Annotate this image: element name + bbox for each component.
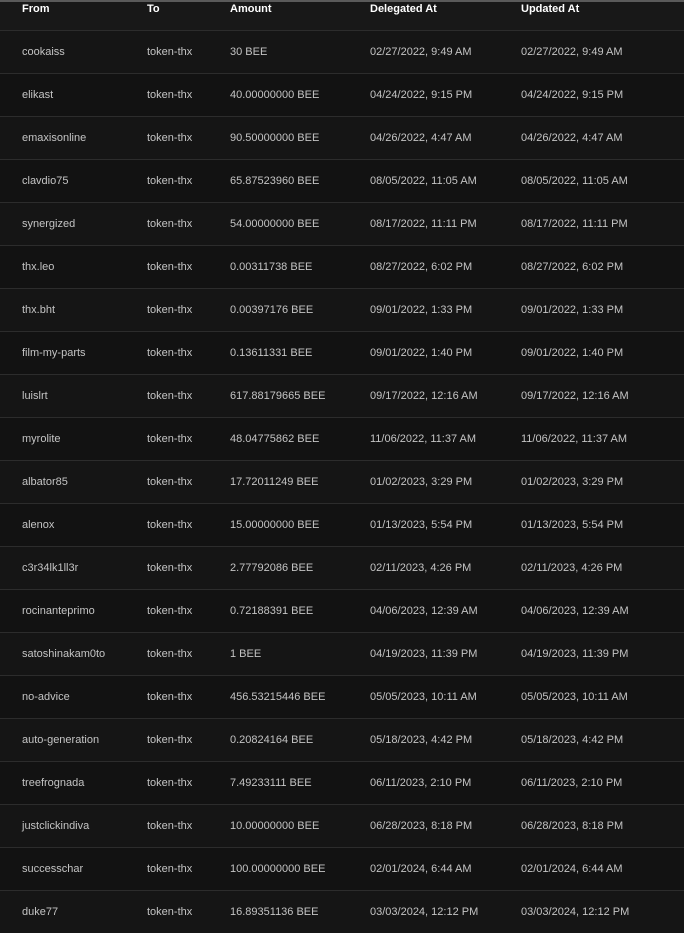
cell-delegated-at: 01/02/2023, 3:29 PM (370, 461, 521, 504)
cell-from: successchar (0, 848, 147, 891)
cell-updated-at: 04/19/2023, 11:39 PM (521, 633, 684, 676)
cell-updated-at: 06/11/2023, 2:10 PM (521, 762, 684, 805)
table-row (0, 289, 684, 332)
cell-amount: 16.89351136 BEE (230, 891, 370, 933)
cell-amount: 0.00397176 BEE (230, 289, 370, 332)
cell-delegated-at: 06/28/2023, 8:18 PM (370, 805, 521, 848)
cell-updated-at: 01/13/2023, 5:54 PM (521, 504, 684, 547)
cell-to: token-thx (147, 74, 230, 117)
header-row (0, 2, 684, 31)
cell-updated-at: 08/05/2022, 11:05 AM (521, 160, 684, 203)
cell-updated-at: 11/06/2022, 11:37 AM (521, 418, 684, 461)
table-row (0, 848, 684, 891)
cell-amount: 90.50000000 BEE (230, 117, 370, 160)
cell-amount: 40.00000000 BEE (230, 74, 370, 117)
cell-updated-at: 08/17/2022, 11:11 PM (521, 203, 684, 246)
cell-delegated-at: 02/11/2023, 4:26 PM (370, 547, 521, 590)
cell-amount: 15.00000000 BEE (230, 504, 370, 547)
delegations-table (0, 2, 684, 933)
table-row (0, 762, 684, 805)
cell-to: token-thx (147, 160, 230, 203)
cell-from: myrolite (0, 418, 147, 461)
cell-from: luislrt (0, 375, 147, 418)
cell-from: treefrognada (0, 762, 147, 805)
cell-delegated-at: 05/18/2023, 4:42 PM (370, 719, 521, 762)
cell-amount: 1 BEE (230, 633, 370, 676)
cell-amount: 2.77792086 BEE (230, 547, 370, 590)
cell-amount: 65.87523960 BEE (230, 160, 370, 203)
cell-to: token-thx (147, 805, 230, 848)
column-header-delegated-at[interactable]: Delegated At (370, 2, 521, 31)
cell-amount: 617.88179665 BEE (230, 375, 370, 418)
cell-delegated-at: 08/05/2022, 11:05 AM (370, 160, 521, 203)
cell-from: thx.bht (0, 289, 147, 332)
cell-to: token-thx (147, 633, 230, 676)
cell-delegated-at: 06/11/2023, 2:10 PM (370, 762, 521, 805)
cell-delegated-at: 02/27/2022, 9:49 AM (370, 31, 521, 74)
table-row (0, 332, 684, 375)
cell-to: token-thx (147, 332, 230, 375)
cell-to: token-thx (147, 676, 230, 719)
table-row (0, 461, 684, 504)
table-row (0, 160, 684, 203)
cell-from: synergized (0, 203, 147, 246)
cell-amount: 0.20824164 BEE (230, 719, 370, 762)
cell-updated-at: 02/27/2022, 9:49 AM (521, 31, 684, 74)
cell-to: token-thx (147, 848, 230, 891)
cell-updated-at: 02/11/2023, 4:26 PM (521, 547, 684, 590)
table-row (0, 375, 684, 418)
table-row (0, 590, 684, 633)
cell-updated-at: 09/01/2022, 1:40 PM (521, 332, 684, 375)
cell-from: thx.leo (0, 246, 147, 289)
cell-amount: 10.00000000 BEE (230, 805, 370, 848)
cell-delegated-at: 11/06/2022, 11:37 AM (370, 418, 521, 461)
cell-from: justclickindiva (0, 805, 147, 848)
cell-to: token-thx (147, 590, 230, 633)
cell-from: c3r34lk1ll3r (0, 547, 147, 590)
table-row (0, 117, 684, 160)
cell-to: token-thx (147, 762, 230, 805)
cell-from: satoshinakam0to (0, 633, 147, 676)
cell-updated-at: 03/03/2024, 12:12 PM (521, 891, 684, 933)
cell-delegated-at: 04/26/2022, 4:47 AM (370, 117, 521, 160)
table-row (0, 504, 684, 547)
cell-from: emaxisonline (0, 117, 147, 160)
cell-delegated-at: 04/06/2023, 12:39 AM (370, 590, 521, 633)
cell-updated-at: 04/06/2023, 12:39 AM (521, 590, 684, 633)
cell-updated-at: 01/02/2023, 3:29 PM (521, 461, 684, 504)
cell-to: token-thx (147, 891, 230, 933)
cell-amount: 17.72011249 BEE (230, 461, 370, 504)
cell-amount: 0.72188391 BEE (230, 590, 370, 633)
table-row (0, 74, 684, 117)
cell-to: token-thx (147, 719, 230, 762)
cell-delegated-at: 09/17/2022, 12:16 AM (370, 375, 521, 418)
table-row (0, 891, 684, 933)
cell-updated-at: 02/01/2024, 6:44 AM (521, 848, 684, 891)
cell-amount: 0.00311738 BEE (230, 246, 370, 289)
cell-delegated-at: 08/27/2022, 6:02 PM (370, 246, 521, 289)
column-header-updated-at[interactable]: Updated At (521, 2, 684, 31)
cell-delegated-at: 05/05/2023, 10:11 AM (370, 676, 521, 719)
cell-to: token-thx (147, 289, 230, 332)
cell-updated-at: 08/27/2022, 6:02 PM (521, 246, 684, 289)
cell-to: token-thx (147, 504, 230, 547)
cell-from: elikast (0, 74, 147, 117)
cell-from: clavdio75 (0, 160, 147, 203)
cell-to: token-thx (147, 203, 230, 246)
cell-from: rocinanteprimo (0, 590, 147, 633)
cell-amount: 0.13611331 BEE (230, 332, 370, 375)
table-row (0, 246, 684, 289)
cell-from: cookaiss (0, 31, 147, 74)
cell-from: no-advice (0, 676, 147, 719)
cell-updated-at: 09/17/2022, 12:16 AM (521, 375, 684, 418)
column-header-amount[interactable]: Amount (230, 2, 370, 31)
cell-delegated-at: 09/01/2022, 1:40 PM (370, 332, 521, 375)
column-header-from[interactable]: From (0, 2, 147, 31)
cell-delegated-at: 02/01/2024, 6:44 AM (370, 848, 521, 891)
cell-amount: 48.04775862 BEE (230, 418, 370, 461)
cell-amount: 54.00000000 BEE (230, 203, 370, 246)
cell-updated-at: 06/28/2023, 8:18 PM (521, 805, 684, 848)
cell-to: token-thx (147, 461, 230, 504)
cell-delegated-at: 04/19/2023, 11:39 PM (370, 633, 521, 676)
cell-updated-at: 04/24/2022, 9:15 PM (521, 74, 684, 117)
table-row (0, 719, 684, 762)
cell-to: token-thx (147, 375, 230, 418)
column-header-to[interactable]: To (147, 2, 230, 31)
cell-from: duke77 (0, 891, 147, 933)
cell-delegated-at: 04/24/2022, 9:15 PM (370, 74, 521, 117)
cell-updated-at: 05/18/2023, 4:42 PM (521, 719, 684, 762)
table-row (0, 547, 684, 590)
cell-to: token-thx (147, 31, 230, 74)
cell-updated-at: 05/05/2023, 10:11 AM (521, 676, 684, 719)
cell-from: albator85 (0, 461, 147, 504)
cell-to: token-thx (147, 117, 230, 160)
cell-from: alenox (0, 504, 147, 547)
cell-updated-at: 04/26/2022, 4:47 AM (521, 117, 684, 160)
table-row (0, 203, 684, 246)
cell-to: token-thx (147, 418, 230, 461)
cell-delegated-at: 09/01/2022, 1:33 PM (370, 289, 521, 332)
cell-from: film-my-parts (0, 332, 147, 375)
cell-delegated-at: 01/13/2023, 5:54 PM (370, 504, 521, 547)
cell-from: auto-generation (0, 719, 147, 762)
table-row (0, 676, 684, 719)
cell-amount: 30 BEE (230, 31, 370, 74)
table-row (0, 805, 684, 848)
cell-delegated-at: 03/03/2024, 12:12 PM (370, 891, 521, 933)
cell-updated-at: 09/01/2022, 1:33 PM (521, 289, 684, 332)
cell-to: token-thx (147, 246, 230, 289)
cell-delegated-at: 08/17/2022, 11:11 PM (370, 203, 521, 246)
table-row (0, 418, 684, 461)
cell-amount: 100.00000000 BEE (230, 848, 370, 891)
cell-amount: 456.53215446 BEE (230, 676, 370, 719)
table-body (0, 31, 684, 933)
cell-amount: 7.49233111 BEE (230, 762, 370, 805)
table-row (0, 633, 684, 676)
cell-to: token-thx (147, 547, 230, 590)
table-header (0, 2, 684, 31)
table-row (0, 31, 684, 74)
